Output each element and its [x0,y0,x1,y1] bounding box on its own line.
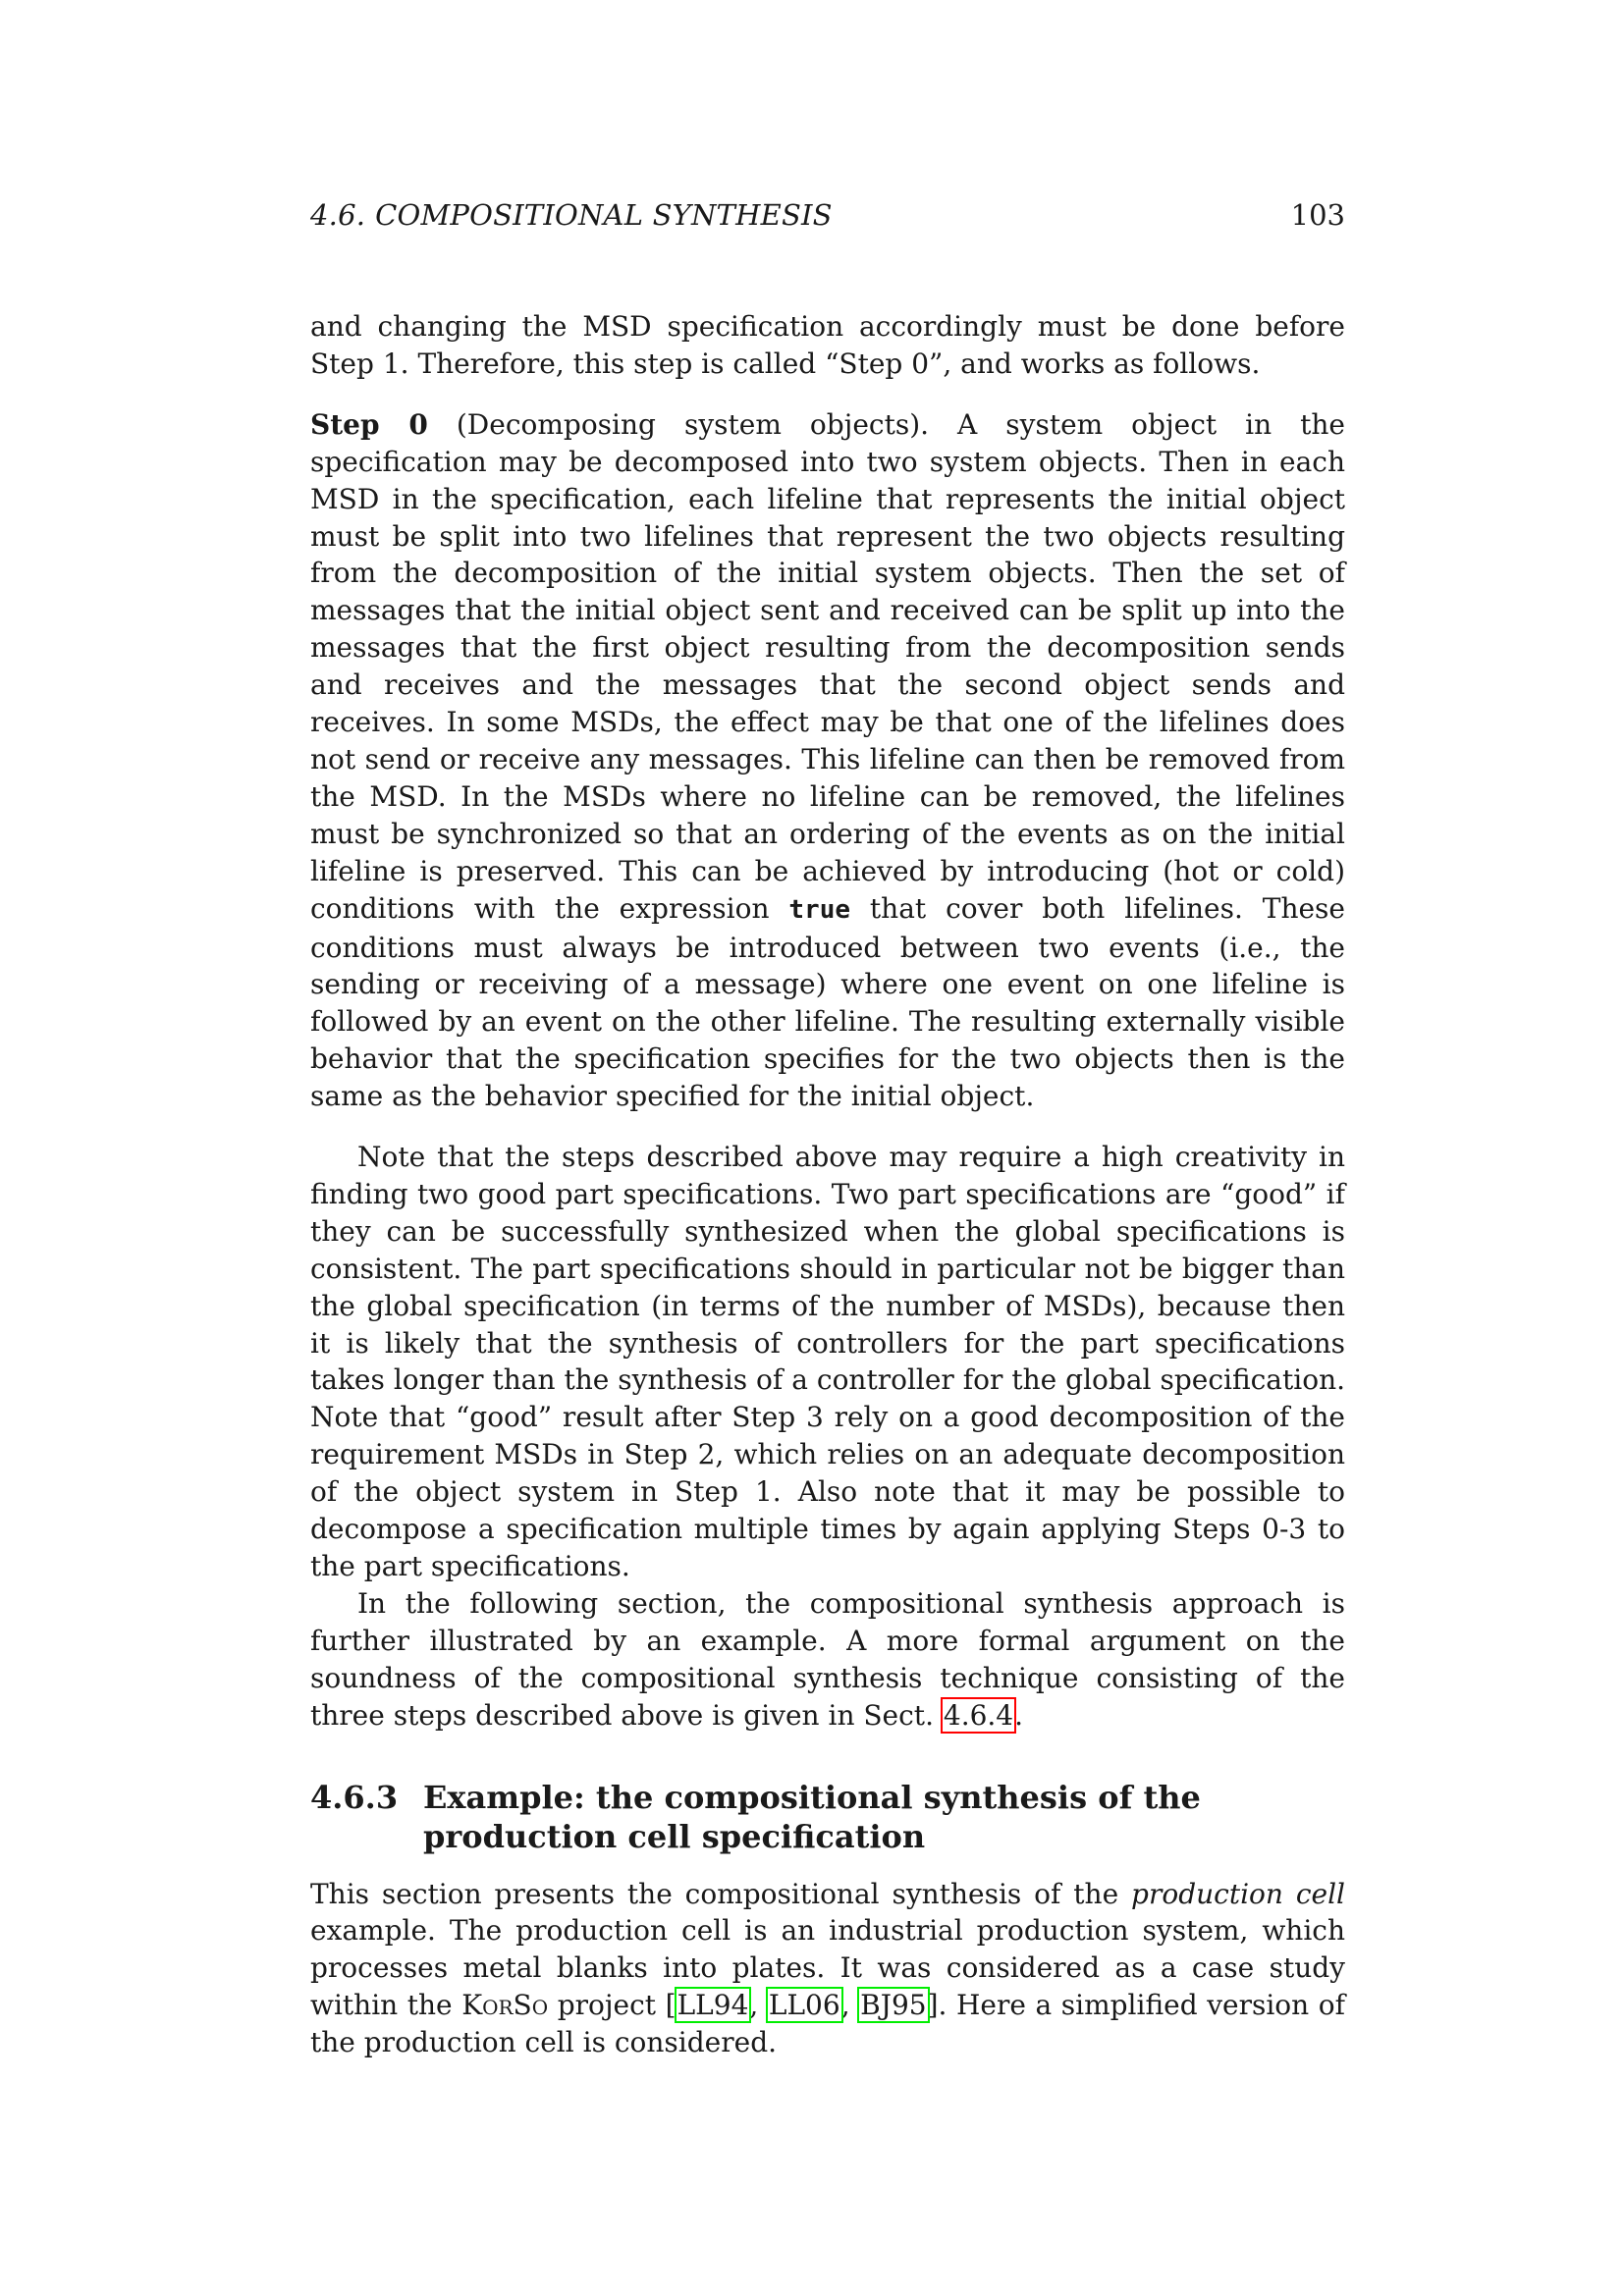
citation-link-ll06[interactable]: LL06 [768,1989,840,2022]
page [310,192,1345,2061]
paragraph-intro: and changing the MSD specification accordingly must be done before Step 1. Therefore, this step is called “Step 0”, and works as follows. [310,310,1345,380]
citation-link-ll94[interactable]: LL94 [677,1989,749,2022]
project-name: KorSo [461,1989,549,2022]
paragraph-note: Note that the steps described above may require a high creativity in finding two good part specifications. Two part specifications are “good” if they can be successfully synthesized when the global specifications is consistent. The part specifications should in particular not be bigger than the global specification (in terms of the number of MSDs), because then it is likely that the synthesis of controllers for the part specifications takes longer than the synthesis of a controller for the global specification. Note that “good” result after Step 3 rely on a good decomposition of the requirement MSDs in Step 2, which relies on an adequate decomposition of the object system in Step 1. Also note that it may be possible to decompose a specification multiple times by again applying Steps 0-3 to the part specifications. [310,1141,1345,1582]
following-text: In the following section, the compositional synthesis approach is further illustrated by an example. A more formal argument on the soundness of the compositional synthesis technique consisting of the three steps described above is given in Sect. [310,1586,1345,1732]
paragraph-following [310,1585,1345,1735]
paragraph-step-0 [310,406,1345,1115]
example-text-c: project [ [548,1989,677,2022]
header-section-title: COMPOSITIONAL SYNTHESIS [375,198,833,232]
header-section-number: 4.6. [310,198,366,232]
example-text-d: ]. Here a simplified version of the production cell is considered. [310,1989,1345,2059]
citation-sep-2: , [840,1989,860,2022]
section-ref-link[interactable]: 4.6.4 [943,1698,1014,1732]
section-number: 4.6.3 [310,1778,399,1816]
citation-link-bj95[interactable]: BJ95 [860,1989,927,2022]
following-end: . [1014,1698,1024,1732]
running-header [310,192,1345,238]
section-heading [310,1778,1345,1856]
page-number: 103 [1290,198,1345,232]
example-text-b: example. The production cell is an industrial production system, which processes metal blanks into plates. It was considered as a case study within the [310,1914,1345,2022]
emphasis-production-cell: production cell [1131,1877,1345,1910]
example-text-a: This section presents the compositional synthesis of the [310,1877,1132,1910]
section-title: Example: the compositional synthesis of the production cell specification [423,1778,1201,1855]
running-header-section [310,192,833,238]
step-0-label: Step 0 [310,407,428,441]
paragraph-example [310,1876,1345,2062]
citation-sep-1: , [749,1989,768,2022]
step-0-text-a: (Decomposing system objects). A system object in the specification may be decomposed into two system objects. Then in each MSD in the specification, each lifeline that represents the initial object must be split into two lifelines that represent the two objects resulting from the decomposition of the initial system objects. Then the set of messages that the initial object sent and received can be split up into the messages that the first object resulting from the decomposition sends and receives and the messages that the second object sends and receives. In some MSDs, the effect may be that one of the lifelines does not send or receive any messages. This lifeline can then be removed from the MSD. In the MSDs where no lifeline can be removed, the lifelines must be synchronized so that an ordering of the events as on the initial lifeline is preserved. This can be achieved by introducing (hot or cold) conditions with the expression [310,407,1345,925]
code-true: true [788,894,851,925]
step-0-text-b: that cover both lifelines. These conditions must always be introduced between two events (i.e., the sending or receiving of a message) where one event on one lifeline is followed by an event on the other lifeline. The resulting externally visible behavior that the specification specifies for the two objects then is the same as the behavior specified for the initial object. [310,891,1345,1113]
